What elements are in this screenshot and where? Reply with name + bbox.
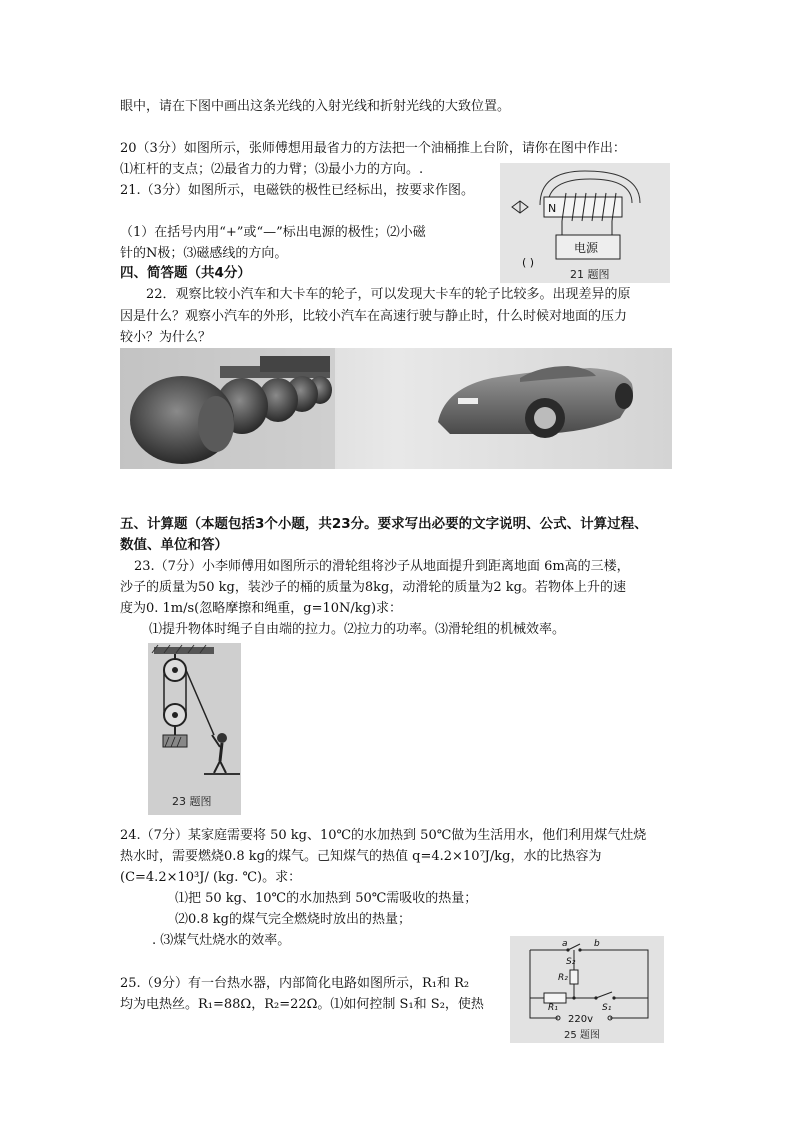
question-20-line: 20（3分）如图所示，张师傅想用最省力的方法把一个油桶推上台阶，请你在图中作出： [120,141,626,156]
figure-caption: 23 题图 [172,795,212,808]
question-22-line: 较小？为什么？ [120,330,212,345]
question-21-line: （1）在括号内用“+”或“—”标出电源的极性；⑵小磁 [120,225,426,240]
question-22-line: 22．观察比较小汽车和大卡车的轮子，可以发现大卡车的轮子比较多。出现差异的原 [146,287,631,302]
north-pole-label: N [548,202,557,215]
figure-21-electromagnet [500,163,670,283]
figure-22-wheels-photo [120,348,672,469]
question-23-line: 度为0. 1m/s(忽略摩擦和绳重，g=10N/kg)求： [120,601,403,616]
question-20-line: ⑴杠杆的支点；⑵最省力的力臂；⑶最小力的方向。. [120,162,424,177]
polarity-parentheses: ( ) [522,256,535,269]
text-line: 眼中，请在下图中画出这条光线的入射光线和折射光线的大致位置。 [120,99,511,114]
question-24-line: 24.（7分）某家庭需要将 50 kg、10℃的水加热到 50℃做为生活用水，他们利用煤气灶烧 [120,828,647,843]
question-21-line: 21.（3分）如图所示，电磁铁的极性已经标出，按要求作图。 [120,183,474,198]
question-21-line: 针的N极；⑶磁感线的方向。 [120,246,288,261]
section-heading: 五、计算题（本题包括3个小题，共23分。要求写出必要的文字说明、公式、计算过程、 [120,516,648,532]
fixed-pulley-icon [164,654,186,681]
question-24-line: 热水时，需要燃烧0.8 kg的煤气。己知煤气的热值 q=4.2×10⁷J/kg，水的比热容为 [120,849,602,864]
question-23-line: ⑴提升物体时绳子自由端的拉力。⑵拉力的功率。⑶滑轮组的机械效率。 [149,622,566,637]
question-22-line: 因是什么？观察小汽车的外形，比较小汽车在高速行驶与静止时，什么时候对地面的压力 [120,309,628,324]
resistor-r1-label: R₁ [548,1003,558,1013]
figure-caption: 25 题图 [564,1030,600,1041]
question-25-line: 均为电热丝。R₁=88Ω，R₂=22Ω。⑴如何控制 S₁和 S₂，使热 [120,997,484,1012]
question-24-line: ⑴把 50 kg、10℃的水加热到 50℃需吸收的热量； [175,891,478,906]
terminal-b-label: b [594,939,600,949]
figure-caption: 21 题图 [570,268,610,281]
terminal-a-label: a [562,939,568,949]
voltage-label: 220v [568,1014,594,1025]
worker-icon [212,733,227,773]
power-supply-label: 电源 [574,241,599,255]
question-24-line: (C=4.2×10³J/ (kg. ℃)。求： [120,870,302,885]
question-23-line: 23.（7分）小李师傅用如图所示的滑轮组将沙子从地面提升到距离地面 6m高的三楼， [134,559,630,574]
section-heading: 四、简答题（共4分） [120,265,251,281]
question-25-line: 25.（9分）有一台热水器，内部简化电路如图所示，R₁和 R₂ [120,976,470,991]
movable-pulley-icon [164,704,186,735]
question-24-line: . ⑶煤气灶烧水的效率。 [152,933,291,948]
compass-needle-icon [512,201,528,213]
switch-s1-label: S₁ [602,1003,612,1013]
question-23-line: 沙子的质量为50 kg，装沙子的桶的质量为8kg，动滑轮的质量为2 kg。若物体上升的速 [120,580,626,595]
section-heading: 数值、单位和答） [120,537,228,553]
switch-s2-label: S₂ [566,957,576,967]
question-24-line: ⑵0.8 kg的煤气完全燃烧时放出的热量； [175,912,412,927]
figure-23-pulley [148,643,241,815]
figure-25-circuit [510,936,664,1043]
resistor-r2-label: R₂ [558,973,568,983]
sand-bucket [163,735,187,747]
